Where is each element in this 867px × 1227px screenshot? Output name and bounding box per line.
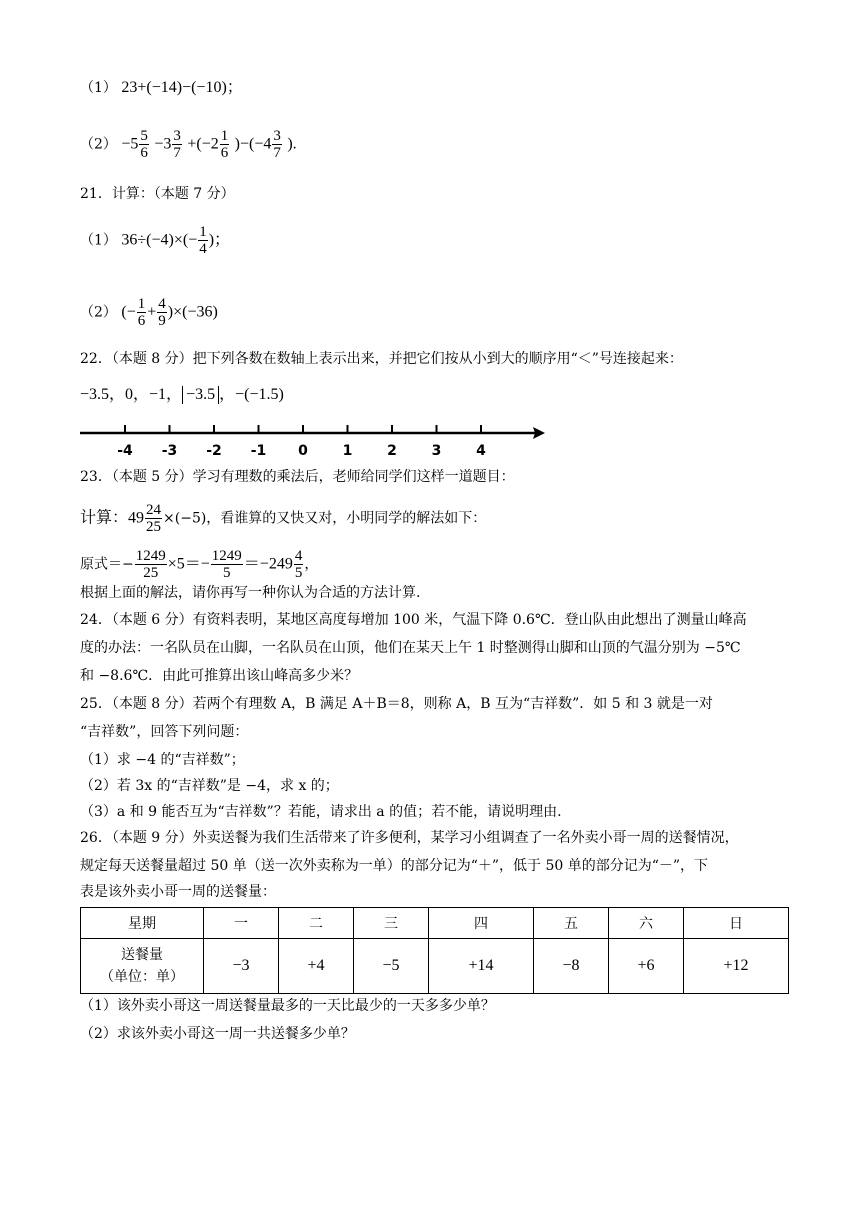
part-label: （2） xyxy=(80,304,117,321)
q24-line2: 度的办法：一名队员在山脚，一名队员在山顶，他们在某天上午 1 时整测得山脚和山顶的气温分别为 −5℃ xyxy=(80,640,741,656)
q23-ask: 根据上面的解法，请你再写一种你认为合适的方法计算. xyxy=(80,585,421,601)
table-header-row xyxy=(81,908,789,939)
q25-sub1: （1）求 −4 的“吉祥数”； xyxy=(80,752,245,768)
q23-title: 23．（本题 5 分）学习有理数的乘法后，老师给同学们这样一道题目： xyxy=(80,469,515,485)
value-cell: +6 xyxy=(608,939,683,994)
q24-line3: 和 −8.6℃．由此可推算出该山峰高多少米？ xyxy=(80,668,359,684)
absolute-value: −3.5 xyxy=(182,386,219,404)
day-cell: 二 xyxy=(279,908,354,939)
fraction: $\frac{1249}{25}$ xyxy=(135,548,166,581)
day-cell: 六 xyxy=(608,908,683,939)
expr-term: ). xyxy=(287,135,297,153)
day-cell: 日 xyxy=(683,908,788,939)
q25-sub2: （2）若 3x 的“吉祥数”是 −4，求 x 的； xyxy=(80,778,339,794)
fraction: $\frac{4}{5}$ xyxy=(294,548,303,581)
value-cell: +14 xyxy=(429,939,534,994)
day-cell: 一 xyxy=(204,908,279,939)
expr-term: )； xyxy=(208,231,231,249)
axis-tick-label: -1 xyxy=(250,443,267,459)
axis-tick-label: 2 xyxy=(387,443,397,459)
q25-sub3: （3）a 和 9 能否互为“吉祥数”？若能，请求出 a 的值；若不能，请说明理由. xyxy=(80,804,562,820)
expr-term: (− xyxy=(121,303,136,321)
part-label: （1） xyxy=(80,232,117,249)
part-label: （2） xyxy=(80,136,117,153)
axis-tick-label: -4 xyxy=(117,443,133,459)
axis-tick-label: -3 xyxy=(161,443,178,459)
q25-line1: 25．（本题 8 分）若两个有理数 A，B 满足 A＋B＝8，则称 A，B 互为“吉祥数”．如 5 和 3 就是一对 xyxy=(80,696,713,712)
day-cell: 三 xyxy=(354,908,429,939)
axis-tick-label: 4 xyxy=(476,443,486,459)
expr-term: )−(−4 xyxy=(234,135,272,153)
part-label: （1） xyxy=(80,80,117,96)
q22-numbers: −3.5，0，−1， −3.5 ，−(−1.5) xyxy=(80,386,284,403)
expr-term: + xyxy=(147,303,157,321)
number-line xyxy=(75,418,555,460)
q23-calc: 计算：49 $\frac{24}{25}$ ×(−5)，看谁算的又快又对，小明同学的解法如下： xyxy=(80,502,487,535)
value-cell: −5 xyxy=(354,939,429,994)
axis-tick-label: 0 xyxy=(298,443,308,459)
value-cell: +4 xyxy=(279,939,354,994)
q26-line2: 规定每天送餐量超过 50 单（送一次外卖称为一单）的部分记为“＋”，低于 50 单的部分记为“－”，下 xyxy=(80,858,709,874)
q20-part1 xyxy=(80,78,243,98)
fraction: $\frac{24}{25}$ xyxy=(146,502,162,535)
fraction: $\frac{1}{6}$ xyxy=(137,296,146,329)
fraction: $\frac{1249}{5}$ xyxy=(211,548,242,581)
q23-solution: 原式＝− $\frac{1249}{25}$ ×5＝− $\frac{1249}{5}$ ＝−249 $\frac{4}{5}$ ， xyxy=(80,548,319,581)
fraction: $\frac{3}{7}$ xyxy=(273,128,281,161)
day-cell: 四 xyxy=(429,908,534,939)
value-cell: −8 xyxy=(533,939,608,994)
q26-line1: 26．（本题 9 分）外卖送餐为我们生活带来了许多便利，某学习小组调查了一名外卖小哥一周的送餐情况， xyxy=(80,830,739,846)
q21-title: 21．计算：（本题 7 分） xyxy=(80,186,235,202)
q25-line2: “吉祥数”，回答下列问题： xyxy=(80,724,249,740)
axis-tick-label: -2 xyxy=(206,443,222,459)
fraction: $\frac{1}{6}$ xyxy=(220,128,229,161)
value-cell: −3 xyxy=(204,939,279,994)
q24-line1: 24．（本题 6 分）有资料表明，某地区高度每增加 100 米，气温下降 0.6℃．登山队由此想出了测量山峰高 xyxy=(80,612,747,628)
value-cell: +12 xyxy=(683,939,788,994)
q26-line3: 表是该外卖小哥一周的送餐量： xyxy=(80,884,276,900)
header-label: 星期 xyxy=(81,908,204,939)
delivery-table xyxy=(80,907,789,994)
expression: 23+(−14)−(−10)； xyxy=(121,79,243,96)
fraction: $\frac{1}{4}$ xyxy=(199,224,207,257)
q20-part2 xyxy=(80,128,297,161)
q21-part1 xyxy=(80,224,230,257)
q21-part2 xyxy=(80,296,218,329)
fraction: $\frac{5}{6}$ xyxy=(140,128,148,161)
axis-tick-label: 3 xyxy=(431,443,442,459)
expr-term: 36÷(−4)×(− xyxy=(121,231,198,249)
q22-title: 22．（本题 8 分）把下列各数在数轴上表示出来，并把它们按从小到大的顺序用“＜”号连接起来： xyxy=(80,351,683,367)
expr-term: −5 xyxy=(121,135,139,153)
q26-sub1: （1）该外卖小哥这一周送餐量最多的一天比最少的一天多多少单？ xyxy=(80,998,495,1014)
day-cell: 五 xyxy=(533,908,608,939)
expr-term: −3 xyxy=(154,135,172,153)
expr-term: +(−2 xyxy=(187,135,219,153)
fraction: $\frac{4}{9}$ xyxy=(158,296,166,329)
fraction: $\frac{3}{7}$ xyxy=(173,128,181,161)
axis-tick-label: 1 xyxy=(342,443,353,459)
q26-sub2: （2）求该外卖小哥这一周一共送餐多少单？ xyxy=(80,1026,355,1042)
table-row xyxy=(81,939,789,994)
row-label: 送餐量 （单位：单） xyxy=(81,939,204,994)
expr-term: )×(−36) xyxy=(167,303,218,321)
